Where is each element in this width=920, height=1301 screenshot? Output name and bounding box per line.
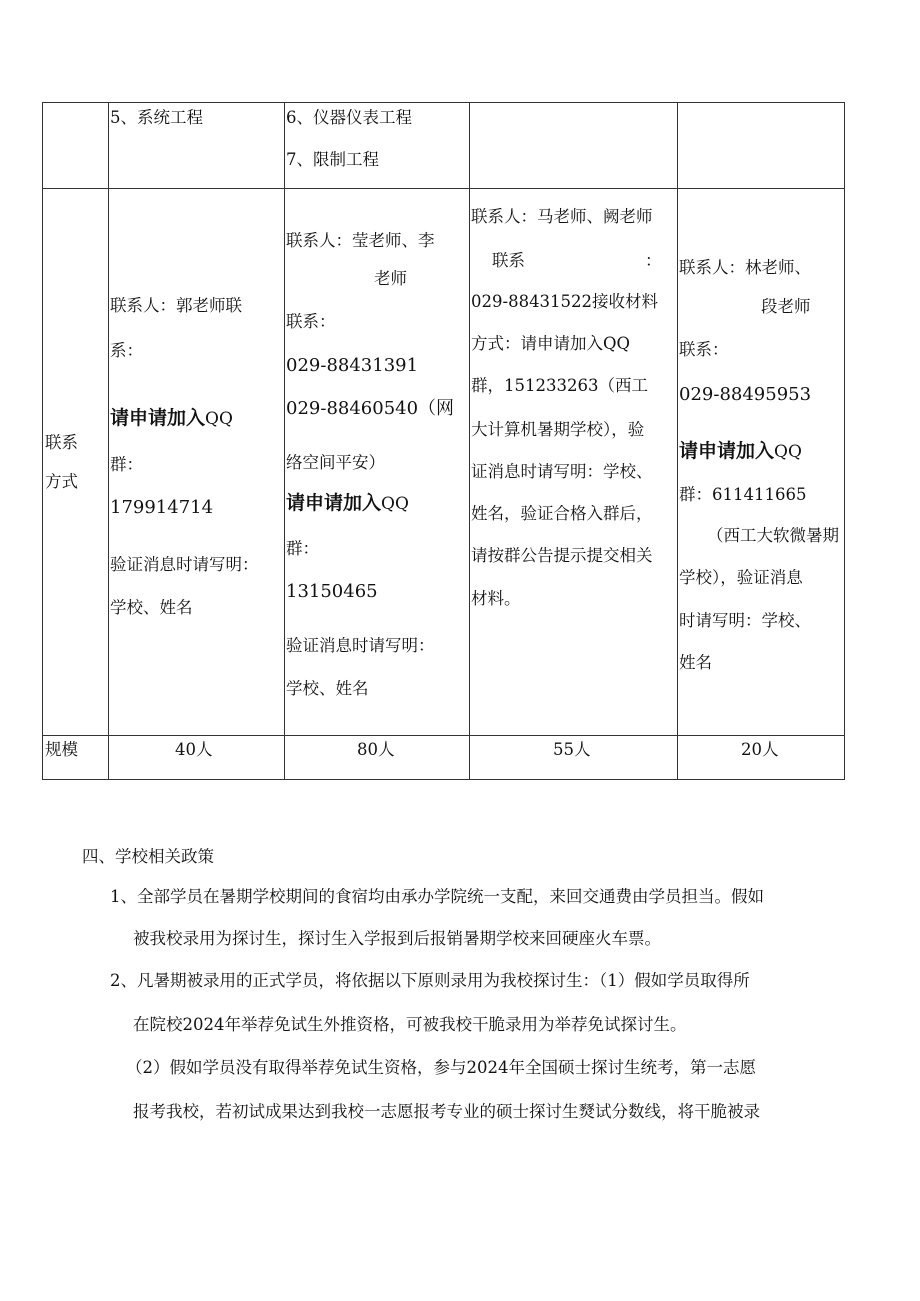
contact-text: 联系人：郭老师联 xyxy=(110,296,242,315)
scale-value: 55人 xyxy=(553,740,591,759)
phone-number: 029-88495953 xyxy=(679,384,812,405)
contact-text: 大计算机暑期学校），验 xyxy=(471,420,645,439)
table-column-divider xyxy=(469,103,470,779)
qq-group-heading: 请申请加入QQ xyxy=(110,407,233,429)
paragraph-line: 2、凡暑期被录用的正式学员，将依据以下原则录用为我校探讨生：（1）假如学员取得所 xyxy=(110,971,750,990)
scale-value: 40人 xyxy=(175,740,213,759)
contact-text: 系： xyxy=(110,341,143,360)
contact-text: 老师 xyxy=(374,269,407,288)
qq-group-number: 179914714 xyxy=(110,497,214,518)
paragraph-line: （2）假如学员没有取得举荐免试生资格，参与2024年全国硕士探讨生统考，第一志愿 xyxy=(126,1058,756,1077)
contact-text: 联系人：马老师、阙老师 xyxy=(471,207,653,226)
qq-group-number: 13150465 xyxy=(286,581,378,602)
contact-text: 证消息时请写明：学校、 xyxy=(471,462,653,481)
table-column-divider xyxy=(284,103,285,779)
phone-number: 029-88431391 xyxy=(286,355,419,376)
paragraph-line: 被我校录用为探讨生，探讨生入学报到后报销暑期学校来回硬座火车票。 xyxy=(133,929,661,948)
program-table xyxy=(42,102,845,780)
paragraph-line: 报考我校，若初试成果达到我校一志愿报考专业的硕士探讨生燹试分数线，将干脆被录 xyxy=(133,1102,760,1121)
contact-text: 联系人：莹老师、李 xyxy=(286,231,435,250)
paragraph-line: 1、全部学员在暑期学校期间的食宿均由承办学院统一支配，来回交通费由学员担当。假如 xyxy=(110,887,764,906)
contact-text: 群，151233263（西工 xyxy=(471,376,648,395)
table-column-divider xyxy=(677,103,678,779)
row-label-contact: 联系 xyxy=(45,433,78,452)
contact-text: 验证消息时请写明： xyxy=(110,555,259,574)
contact-text: 方式：请申请加入QQ xyxy=(471,334,631,353)
discipline-item: 7、限制工程 xyxy=(286,150,379,169)
contact-text: 材料。 xyxy=(471,589,521,608)
qq-group-heading: 请申请加入QQ xyxy=(679,440,802,462)
row-label-contact: 方式 xyxy=(45,472,78,491)
contact-text: 群： xyxy=(286,539,319,558)
contact-text: 群： xyxy=(110,455,143,474)
contact-text: 群：611411665 xyxy=(679,485,807,504)
scale-value: 20人 xyxy=(741,740,779,759)
contact-text: 时请写明：学校、 xyxy=(679,611,811,630)
contact-text: 联系： xyxy=(286,312,336,331)
contact-text: 姓名，验证合格入群后， xyxy=(471,504,653,523)
discipline-item: 5、系统工程 xyxy=(110,108,203,127)
contact-text: 联系人：林老师、 xyxy=(679,258,811,277)
contact-text: 学校、姓名 xyxy=(110,598,193,617)
phone-number: 029-88460540（网 xyxy=(286,398,455,419)
discipline-item: 6、仪器仪表工程 xyxy=(286,108,412,127)
contact-text: 验证消息时请写明： xyxy=(286,636,435,655)
row-label-scale: 规模 xyxy=(45,740,78,759)
qq-group-heading: 请申请加入QQ xyxy=(286,492,409,514)
contact-text: 联系 xyxy=(492,251,525,270)
table-row-divider xyxy=(43,188,844,189)
contact-text: 请按群公告提示提交相关 xyxy=(471,546,653,565)
contact-text: 联系： xyxy=(679,340,729,359)
contact-text: （西工大软微暑期 xyxy=(707,526,839,545)
contact-text: 段老师 xyxy=(761,297,811,316)
contact-text: 络空间平安） xyxy=(286,453,385,472)
contact-text: 姓名 xyxy=(679,653,712,672)
paragraph-line: 在院校2024年举荐免试生外推资格，可被我校干脆录用为举荐免试探讨生。 xyxy=(133,1015,687,1034)
contact-text: 029-88431522接收材料 xyxy=(471,292,659,311)
contact-text: ： xyxy=(645,251,662,270)
table-row-divider xyxy=(43,735,844,736)
scale-value: 80人 xyxy=(357,740,395,759)
contact-text: 学校），验证消息 xyxy=(679,568,803,587)
contact-text: 学校、姓名 xyxy=(286,679,369,698)
table-column-divider xyxy=(108,103,109,779)
section-heading: 四、学校相关政策 xyxy=(82,847,214,866)
